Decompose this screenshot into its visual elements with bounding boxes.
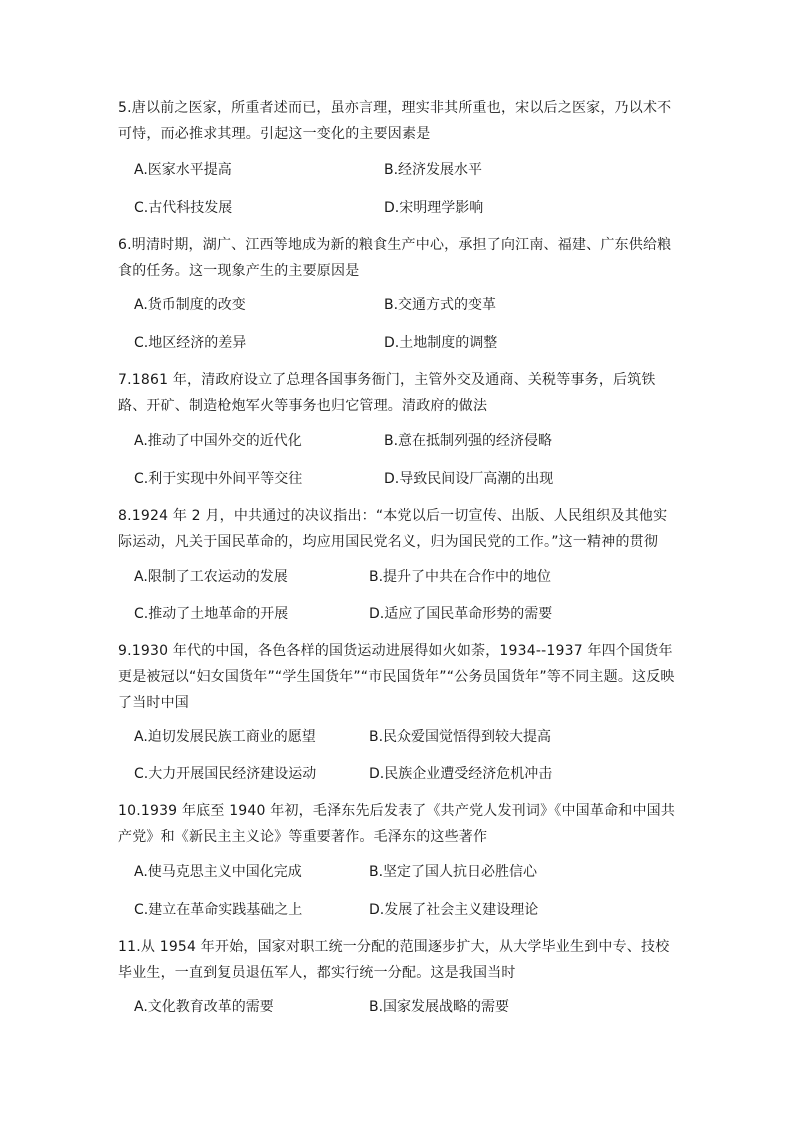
question-8-stem: 8.1924 年 2 月，中共通过的决议指出：“本党以后一切宣传、出版、人民组织及其他实际运动，凡关于国民革命的，均应用国民党名义，归为国民党的工作。”这一精神的贯彻: [118, 508, 668, 550]
question-5-option-b[interactable]: B.经济发展水平: [384, 162, 483, 178]
question-10-option-d[interactable]: D.发展了社会主义建设理论: [369, 902, 539, 918]
question-6-option-a[interactable]: A.货币制度的改变: [134, 297, 246, 313]
question-6-option-b[interactable]: B.交通方式的变革: [384, 297, 497, 313]
question-6-stem: 6.明清时期，湖广、江西等地成为新的粮食生产中心，承担了向江南、福建、广东供给粮食的任务。这一现象产生的主要原因是: [118, 237, 672, 279]
question-9-option-b[interactable]: B.民众爱国觉悟得到较大提高: [369, 729, 552, 745]
question-10-option-b[interactable]: B.坚定了国人抗日必胜信心: [369, 864, 538, 880]
question-7-stem: 7.1861 年，清政府设立了总理各国事务衙门，主管外交及通商、关税等事务，后筑铁路、开矿、制造枪炮军火等事务也归它管理。清政府的做法: [118, 372, 656, 414]
question-10-option-c[interactable]: C.建立在革命实践基础之上: [134, 902, 303, 918]
question-6-option-c[interactable]: C.地区经济的差异: [134, 335, 247, 351]
question-7-option-c[interactable]: C.利于实现中外间平等交往: [134, 471, 303, 487]
question-7-option-a[interactable]: A.推动了中国外交的近代化: [134, 433, 302, 449]
question-9-option-d[interactable]: D.民族企业遭受经济危机冲击: [369, 766, 553, 782]
question-8-option-d[interactable]: D.适应了国民革命形势的需要: [369, 606, 553, 622]
question-9-option-c[interactable]: C.大力开展国民经济建设运动: [134, 766, 317, 782]
question-10-stem: 10.1939 年底至 1940 年初，毛泽东先后发表了《共产党人发刊词》《中国革命和中国共产党》和《新民主主义论》等重要著作。毛泽东的这些著作: [118, 803, 676, 845]
question-11-option-a[interactable]: A.文化教育改革的需要: [134, 999, 274, 1015]
question-8-option-a[interactable]: A.限制了工农运动的发展: [134, 569, 288, 585]
question-9-stem: 9.1930 年代的中国，各色各样的国货运动进展得如火如荼，1934--1937 年四个国货年更是被冠以“妇女国货年”“学生国货年”“市民国货年”“公务员国货年”等不同主题。这反映了当时中国: [118, 643, 675, 711]
question-11-option-b[interactable]: B.国家发展战略的需要: [369, 999, 510, 1015]
question-5-option-c[interactable]: C.古代科技发展: [134, 200, 233, 216]
question-5-option-a[interactable]: A.医家水平提高: [134, 162, 232, 178]
question-5-stem: 5.唐以前之医家，所重者述而已，虽亦言理，理实非其所重也，宋以后之医家，乃以术不可恃，而必推求其理。引起这一变化的主要因素是: [118, 100, 672, 142]
question-8-option-b[interactable]: B.提升了中共在合作中的地位: [369, 569, 552, 585]
question-6-option-d[interactable]: D.土地制度的调整: [384, 335, 498, 351]
question-7-option-d[interactable]: D.导致民间设厂高潮的出现: [384, 471, 554, 487]
question-5-option-d[interactable]: D.宋明理学影响: [384, 200, 484, 216]
question-10-option-a[interactable]: A.使马克思主义中国化完成: [134, 864, 302, 880]
question-11-stem: 11.从 1954 年开始，国家对职工统一分配的范围逐步扩大，从大学毕业生到中专、技校毕业生，一直到复员退伍军人，都实行统一分配。这是我国当时: [118, 939, 670, 981]
question-9-option-a[interactable]: A.迫切发展民族工商业的愿望: [134, 729, 316, 745]
question-7-option-b[interactable]: B.意在抵制列强的经济侵略: [384, 433, 553, 449]
question-8-option-c[interactable]: C.推动了土地革命的开展: [134, 606, 289, 622]
